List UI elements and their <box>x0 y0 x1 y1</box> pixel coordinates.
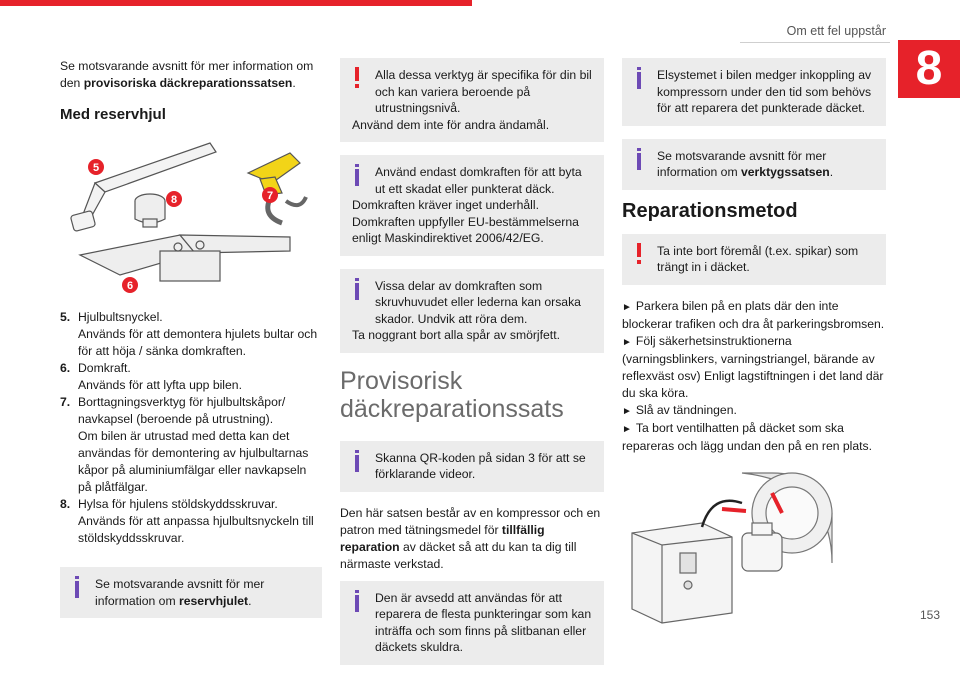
tool-list <box>60 309 322 547</box>
info-icon <box>633 67 647 89</box>
jack-info-note <box>340 155 604 256</box>
note-text: Alla dessa verktyg är specifika för din bil och kan variera beroende på utrustningsnivå. <box>375 68 592 115</box>
item-desc: Används för att demontera hjulets bultar och för att höja / sänka domkraften. <box>78 327 318 358</box>
section-title: Om ett fel uppstår <box>786 24 886 38</box>
hubcap-tool-drawing <box>248 153 306 223</box>
info-icon <box>351 164 365 186</box>
list-item <box>622 420 886 455</box>
item-title: Borttagningsverktyg för hjulbultskåpor/ navkapsel (beroende på utrustning). <box>78 395 286 426</box>
item-title: Hylsa för hjulens stöldskyddsskruvar. <box>78 497 278 511</box>
info-icon <box>633 148 647 170</box>
item-desc: Om bilen är utrustad med detta kan det användas för demontering av hjulbultarnas kåpor på aluminiumfälgar eller navkapseln på plåtfälgar. <box>78 429 309 494</box>
svg-text:8: 8 <box>170 194 178 206</box>
list-item <box>60 496 322 547</box>
spare-wheel-heading: Med reservhjul <box>60 106 166 123</box>
note-suffix: . <box>248 593 252 608</box>
note-text: Se motsvarande avsnitt för mer information om <box>657 148 827 179</box>
anti-theft-socket-drawing <box>135 194 165 227</box>
step-text: Parkera bilen på en plats där den inte blockerar trafiken och dra åt parkeringsbromsen. <box>622 298 885 331</box>
right-column <box>622 58 886 623</box>
step-text: Följ säkerhetsinstruktionerna (varningsblinkers, varningstriangel, bärande av reflexväst osv) Enligt lagstiftningen i det land där du ska köra. <box>622 333 884 400</box>
left-column <box>60 58 322 631</box>
svg-text:5: 5 <box>92 162 100 174</box>
item-title: Hjulbultsnyckel. <box>78 310 163 324</box>
note-text: Ta inte bort föremål (t.ex. spikar) som trängt in i däcket. <box>657 243 859 274</box>
hose-drawing <box>702 500 742 526</box>
svg-text:6: 6 <box>126 280 134 292</box>
note-suffix: . <box>829 165 834 179</box>
step-text: Slå av tändningen. <box>635 402 737 417</box>
item-number: 6. <box>60 361 71 375</box>
item-number: 5. <box>60 310 71 324</box>
note-text: Vissa delar av domkraften som skruvhuvudet eller lederna kan orsaka skador. Undvik att röra dem. <box>375 278 581 326</box>
item-number: 7. <box>60 395 71 409</box>
note-text: Elsystemet i bilen medger inkoppling av kompressorn under den tid som behövs för att reparera det punkterade däcket. <box>657 68 872 115</box>
para-text: av däcket så att du kan ta dig till närmaste verkstad. <box>340 539 577 571</box>
callout-7 <box>262 187 278 203</box>
arrow-icon: ► <box>622 336 632 348</box>
info-icon <box>351 278 365 300</box>
jack-drawing <box>80 235 290 281</box>
repair-kit-heading: Provisorisk däckreparationssats <box>340 366 564 423</box>
note-text: Använd endast domkraften för att byta ut ett skadat eller punkterat däck. <box>375 165 582 196</box>
svg-text:7: 7 <box>266 190 274 202</box>
list-item <box>622 298 886 333</box>
note-text: Den är avsedd att användas för att reparera de flesta punkteringar som kan inträffa och som finns på slitbanan eller däckets skuldra. <box>375 590 592 654</box>
note-text: Ta noggrant bort alla spår av smörjfett. <box>352 328 560 342</box>
intro-text: Se motsvarande avsnitt för mer information om den <box>60 59 314 90</box>
page-number: 153 <box>919 608 940 622</box>
header-divider <box>740 42 890 43</box>
info-icon <box>351 450 365 472</box>
tools-illustration <box>60 135 322 295</box>
spare-wheel-info-note <box>60 567 322 618</box>
info-icon <box>71 576 85 598</box>
para-text: Den här satsen består av en kompressor och en patron med tätningsmedel för <box>340 505 601 537</box>
repair-steps-list <box>622 298 886 455</box>
list-item <box>60 309 322 360</box>
compressor-drawing <box>632 523 732 623</box>
item-number: 8. <box>60 497 71 511</box>
compressor-illustration <box>622 473 832 623</box>
warning-icon <box>633 243 647 265</box>
arrow-icon: ► <box>622 301 632 313</box>
jack-parts-info-note <box>340 269 604 353</box>
note-text: Domkraften kräver inget underhåll. Domkraften uppfyller EU-bestämmelserna enligt Maskindirektivet 2006/42/EG. <box>352 198 579 245</box>
middle-column <box>340 58 604 678</box>
para-bold: tillfällig reparation <box>340 522 545 554</box>
list-item <box>622 333 886 402</box>
kit-description-paragraph <box>340 505 604 573</box>
top-accent-bar <box>0 0 472 6</box>
qr-info-note <box>340 441 604 492</box>
note-text: Se motsvarande avsnitt för mer information om <box>95 577 265 608</box>
list-item <box>622 402 886 420</box>
item-title: Domkraft. <box>78 361 131 375</box>
callout-8 <box>166 191 182 207</box>
arrow-icon: ► <box>622 405 632 417</box>
electrical-info-note <box>622 58 886 126</box>
toolkit-info-note <box>622 139 886 190</box>
intro-suffix: . <box>292 76 296 90</box>
foreign-object-warning-note <box>622 234 886 285</box>
intro-link-text: provisoriska däckreparationssatsen <box>83 76 293 90</box>
chapter-tab: 8 <box>898 40 960 98</box>
item-desc: Används för att lyfta upp bilen. <box>78 378 242 392</box>
note-link-text: verktygssatsen <box>741 165 830 179</box>
red-arrow-1 <box>722 509 746 511</box>
step-text: Ta bort ventilhatten på däcket som ska repareras och lägg undan den på en ren plats. <box>622 420 873 453</box>
note-text: Använd dem inte för andra ändamål. <box>352 117 550 132</box>
warning-icon <box>351 67 365 89</box>
puncture-info-note <box>340 581 604 665</box>
list-item <box>60 394 322 496</box>
list-item <box>60 360 322 394</box>
repair-method-heading: Reparationsmetod <box>622 199 798 222</box>
note-text: Skanna QR-koden på sidan 3 för att se förklarande videor. <box>375 450 586 481</box>
tools-warning-note <box>340 58 604 142</box>
info-icon <box>351 590 365 612</box>
arrow-icon: ► <box>622 423 632 435</box>
callout-6 <box>122 277 138 293</box>
intro-paragraph <box>60 58 322 92</box>
note-link-text: reservhjulet <box>179 593 249 608</box>
item-desc: Används för att anpassa hjulbultsnyckeln till stöldskyddsskruvar. <box>78 514 314 545</box>
callout-5 <box>88 159 104 175</box>
